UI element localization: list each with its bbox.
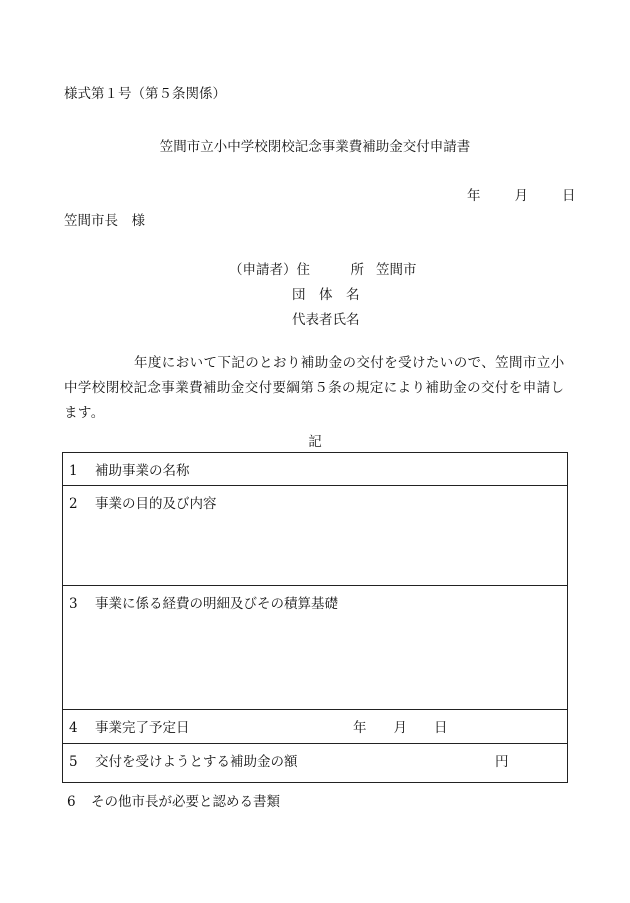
item-cell [63, 453, 568, 486]
item-number: 4 [69, 720, 78, 736]
item-number: 6 [67, 794, 76, 810]
address-value: 笠間市 [376, 262, 417, 278]
item-cell [63, 710, 568, 744]
table-row [63, 586, 568, 710]
addressee: 笠間市長 様 [64, 213, 145, 229]
document-title: 笠間市立小中学校閉校記念事業費補助金交付申請書 [159, 139, 471, 155]
other-documents-line [67, 790, 280, 810]
completion-date-field: 年 月 日 [353, 720, 448, 736]
item-label: 交付を受けようとする補助金の額 [95, 754, 298, 770]
item-label: 補助事業の名称 [95, 463, 190, 479]
item-label: 事業に係る経費の明細及びその積算基礎 [95, 596, 338, 612]
item-label: 事業の目的及び内容 [95, 496, 217, 512]
item-label: その他市長が必要と認める書類 [91, 794, 280, 810]
table-row [63, 453, 568, 486]
date-year-label: 年 [467, 188, 481, 204]
table-row [63, 710, 568, 744]
item-number: 2 [69, 496, 78, 512]
application-body-text: 年度において下記のとおり補助金の交付を受けたいので、笠間市立小中学校閉校記念事業費補助金交付要綱第５条の規定により補助金の交付を申請します。 [64, 355, 565, 421]
ki-heading: 記 [308, 434, 322, 450]
item-number: 5 [69, 754, 78, 770]
item-number: 3 [69, 596, 78, 612]
date-line [467, 184, 576, 204]
date-day-label: 日 [562, 188, 576, 204]
form-number: 様式第１号（第５条関係） [64, 86, 226, 102]
table-row [63, 744, 568, 783]
address-label: 住 所 [296, 262, 364, 278]
item-label: 事業完了予定日 [95, 720, 190, 736]
items-table [62, 452, 568, 783]
representative-label: 代表者氏名 [292, 312, 360, 328]
amount-yen-field: 円 [495, 754, 509, 770]
item-cell [63, 586, 568, 710]
item-cell [63, 486, 568, 586]
item-cell [63, 744, 568, 783]
applicant-label: （申請者） [229, 262, 297, 278]
date-month-label: 月 [514, 188, 528, 204]
organization-label: 団 体 名 [292, 287, 360, 303]
table-row [63, 486, 568, 586]
applicant-address-line [229, 258, 417, 278]
item-number: 1 [69, 463, 78, 479]
